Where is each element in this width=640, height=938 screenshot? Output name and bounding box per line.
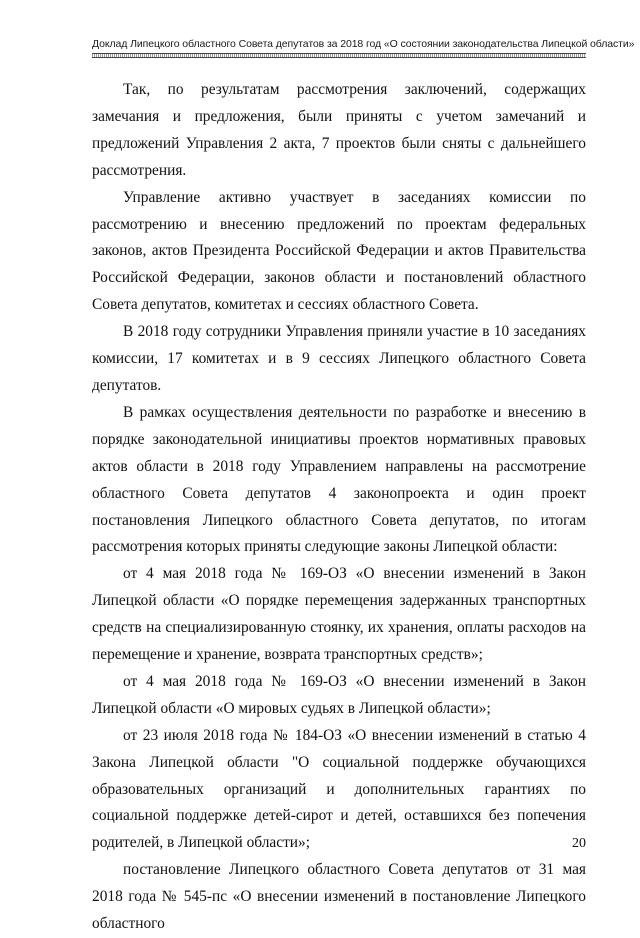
paragraph-legislative-initiative: В рамках осуществления деятельности по разработке и внесению в порядке законодательной инициативы проектов нормативных правовых актов области в 2018 году Управлением направлены на рассмотрение областного Совета депутатов 4 законопроекта и один проект постановления Липецкого областного Совета депутатов, по итогам рассмотрения которых приняты следующие законы Липецкой области:: [92, 403, 586, 556]
paragraph-commission-participation: Управление активно участвует в заседаниях комиссии по рассмотрению и внесению предложений по проектам федеральных законов, актов Президента Российской Федерации и актов Правительства Российской Федерации, законов области и постановлений областного Совета депутатов, комитетах и сессиях областного Совета.: [92, 188, 586, 314]
running-header-title: Доклад Липецкого областного Совета депутатов за 2018 год «О состоянии законодательства Липецкой области»: [92, 38, 635, 50]
header-divider: [92, 53, 586, 58]
document-body: [92, 77, 586, 938]
paragraph-law-social-support: от 23 июля 2018 года № 184-ОЗ «О внесении изменений в статью 4 Закона Липецкой области "О социальной поддержке обучающихся образовательных организаций и дополнительных гарантиях по социальной поддержке детей-сирот и детей, оставшихся без попечения родителей, в Липецкой области»;: [92, 726, 586, 852]
paragraph-2018-meetings: В 2018 году сотрудники Управления приняли участие в 10 заседаниях комиссии, 17 комитетах и в 9 сессиях Липецкого областного Совета депутатов.: [92, 323, 586, 394]
paragraph-conclusions: Так, по результатам рассмотрения заключений, содержащих замечания и предложения, были приняты с учетом замечаний и предложений Управления 2 акта, 7 проектов были сняты с дальнейшего рассмотрения.: [92, 81, 586, 179]
page-number: 20: [572, 836, 586, 851]
paragraph-law-vehicle-transport: от 4 мая 2018 года № 169-ОЗ «О внесении изменений в Закон Липецкой области «О порядке перемещения задержанных транспортных средств на специализированную стоянку, их хранения, оплаты расходов на перемещение и хранение, возврата транспортных средств»;: [92, 565, 586, 664]
running-header: [92, 38, 635, 58]
paragraph-law-magistrates: от 4 мая 2018 года № 169-ОЗ «О внесении изменений в Закон Липецкой области «О мировых судьях в Липецкой области»;: [92, 672, 586, 717]
paragraph-resolution: постановление Липецкого областного Совета депутатов от 31 мая 2018 года № 545-пс «О внесении изменений в постановление Липецкого областного: [92, 861, 586, 933]
